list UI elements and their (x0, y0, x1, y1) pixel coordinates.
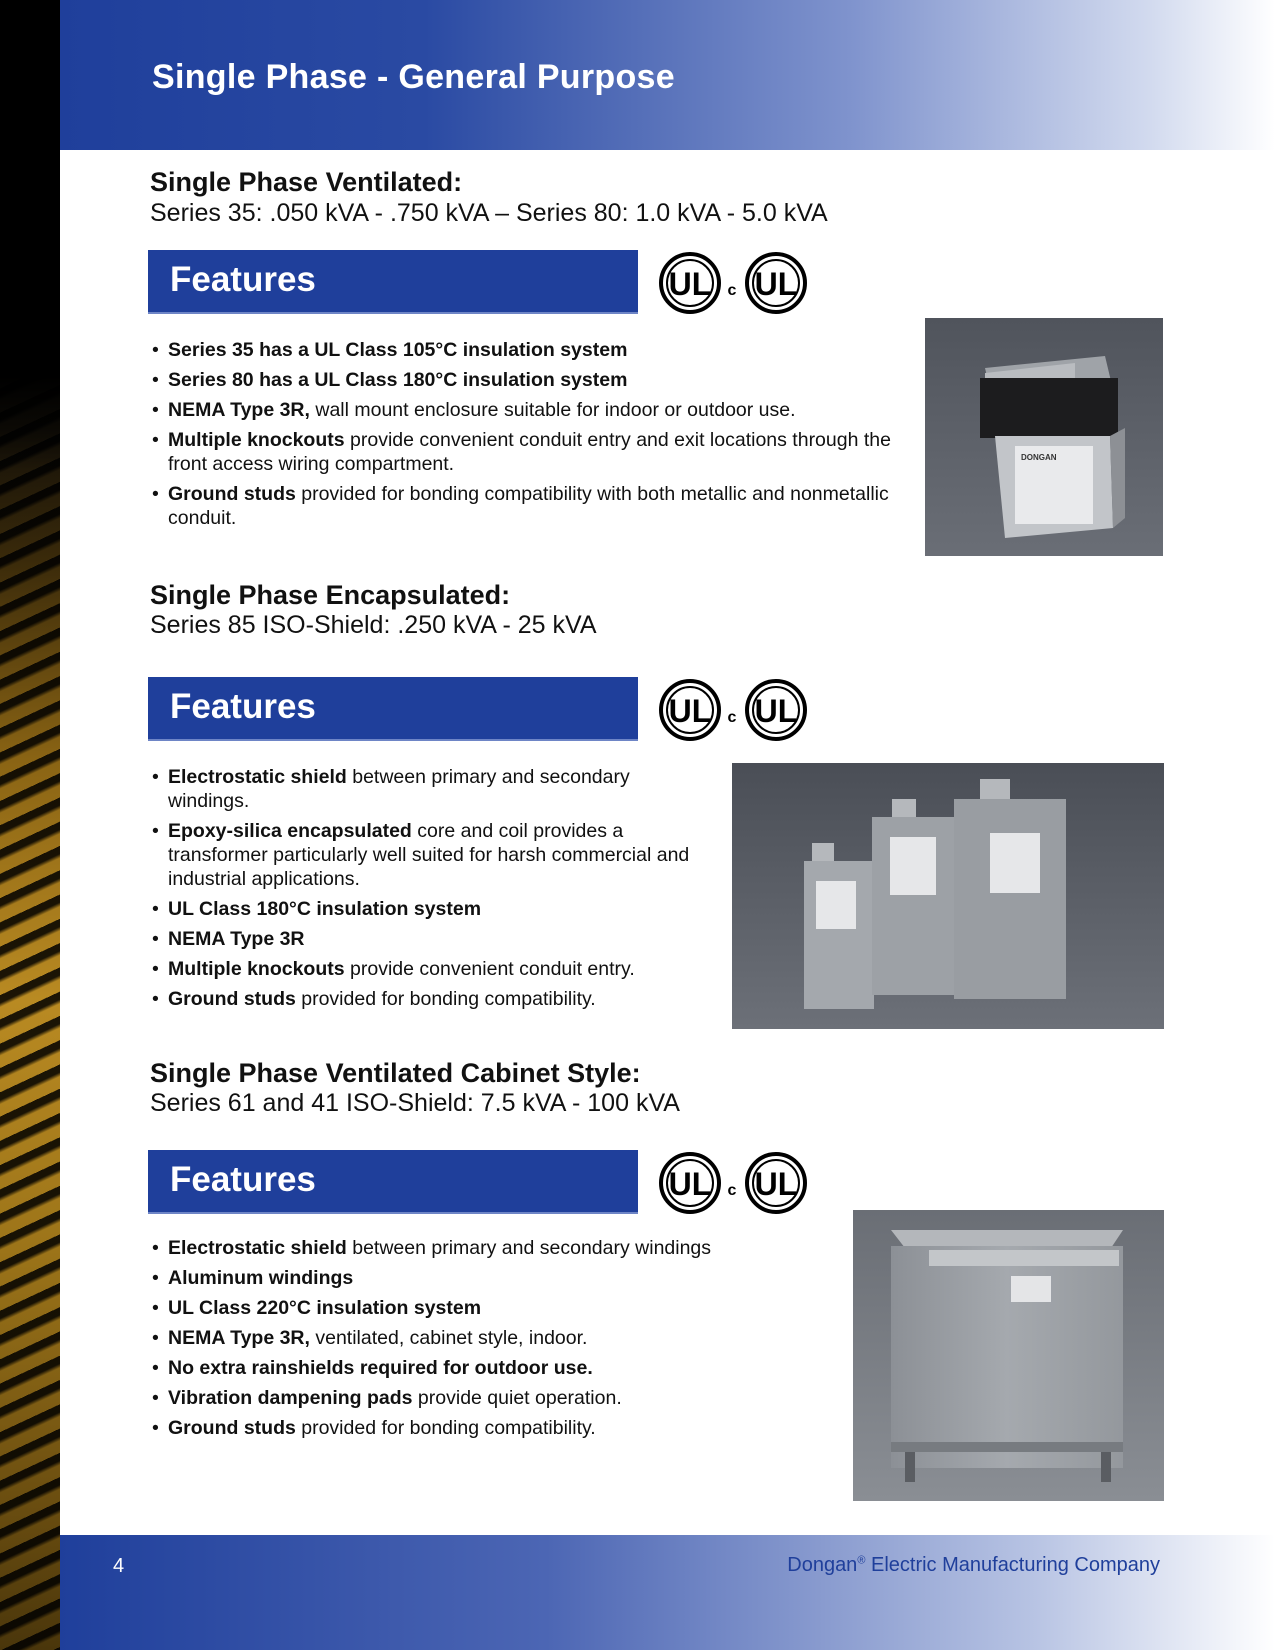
features-bar-ventilated (148, 250, 638, 314)
features-label: Features (170, 1160, 316, 1199)
product-photo-cabinet (853, 1210, 1164, 1501)
list-item: • UL Class 220°C insulation system (152, 1296, 812, 1320)
list-item: • UL Class 180°C insulation system (152, 897, 712, 921)
section-subtitle-ventilated: Series 35: .050 kVA - .750 kVA – Series 80: 1.0 kVA - 5.0 kVA (150, 199, 828, 227)
product-label: DONGAN (1021, 453, 1057, 462)
ul-mark-right: UL (754, 693, 798, 729)
section-title-ventilated: Single Phase Ventilated: (150, 167, 463, 197)
page-number: 4 (113, 1555, 125, 1577)
side-decorative-strip (0, 0, 60, 1650)
ul-certification-logos (658, 675, 810, 745)
list-item: • No extra rainshields required for outdoor use. (152, 1356, 812, 1380)
section-subtitle-encapsulated: Series 85 ISO-Shield: .250 kVA - 25 kVA (150, 611, 597, 639)
list-item: • NEMA Type 3R, wall mount enclosure suitable for indoor or outdoor use. (152, 398, 912, 422)
list-item: • Vibration dampening pads provide quiet operation. (152, 1386, 812, 1410)
list-item: • Ground studs provided for bonding compatibility with both metallic and nonmetallic conduit. (152, 482, 912, 530)
feature-list-cabinet (152, 1236, 812, 1446)
list-item: • NEMA Type 3R, ventilated, cabinet style, indoor. (152, 1326, 812, 1350)
list-item: • NEMA Type 3R (152, 927, 712, 951)
ul-mark-right: UL (754, 1166, 798, 1202)
page-title: Single Phase - General Purpose (152, 58, 675, 96)
features-label: Features (170, 687, 316, 726)
list-item: • Electrostatic shield between primary and secondary windings. (152, 765, 712, 813)
feature-list-ventilated (152, 338, 912, 536)
list-item: • Aluminum windings (152, 1266, 812, 1290)
ul-mark-left: UL (668, 1166, 712, 1202)
ul-mark-c: c (727, 709, 737, 726)
section-title-cabinet: Single Phase Ventilated Cabinet Style: (150, 1058, 641, 1088)
list-item: • Ground studs provided for bonding compatibility. (152, 987, 712, 1011)
features-bar-cabinet (148, 1150, 638, 1214)
list-item: • Ground studs provided for bonding compatibility. (152, 1416, 812, 1440)
list-item: • Series 35 has a UL Class 105°C insulation system (152, 338, 912, 362)
section-title-encapsulated: Single Phase Encapsulated: (150, 580, 511, 610)
ul-mark-c: c (727, 1182, 737, 1199)
ul-mark-right: UL (754, 266, 798, 302)
features-bar-encapsulated (148, 677, 638, 741)
product-photo-encapsulated (732, 763, 1164, 1029)
list-item: • Multiple knockouts provide convenient conduit entry. (152, 957, 712, 981)
footer-band (60, 1535, 1275, 1650)
list-item: • Electrostatic shield between primary and secondary windings (152, 1236, 812, 1260)
product-photo-ventilated (925, 318, 1163, 556)
ul-mark-c: c (727, 282, 737, 299)
ul-certification-logos (658, 1148, 810, 1218)
list-item: • Series 80 has a UL Class 180°C insulation system (152, 368, 912, 392)
company-name: Dongan® Electric Manufacturing Company (787, 1554, 1160, 1576)
ul-mark-left: UL (668, 266, 712, 302)
section-subtitle-cabinet: Series 61 and 41 ISO-Shield: 7.5 kVA - 100 kVA (150, 1089, 680, 1117)
ul-mark-left: UL (668, 693, 712, 729)
features-label: Features (170, 260, 316, 299)
feature-list-encapsulated (152, 765, 712, 1017)
list-item: • Epoxy-silica encapsulated core and coil provides a transformer particularly well suited for harsh commercial and industrial applications. (152, 819, 712, 891)
ul-certification-logos (658, 248, 810, 318)
list-item: • Multiple knockouts provide convenient conduit entry and exit locations through the front access wiring compartment. (152, 428, 912, 476)
